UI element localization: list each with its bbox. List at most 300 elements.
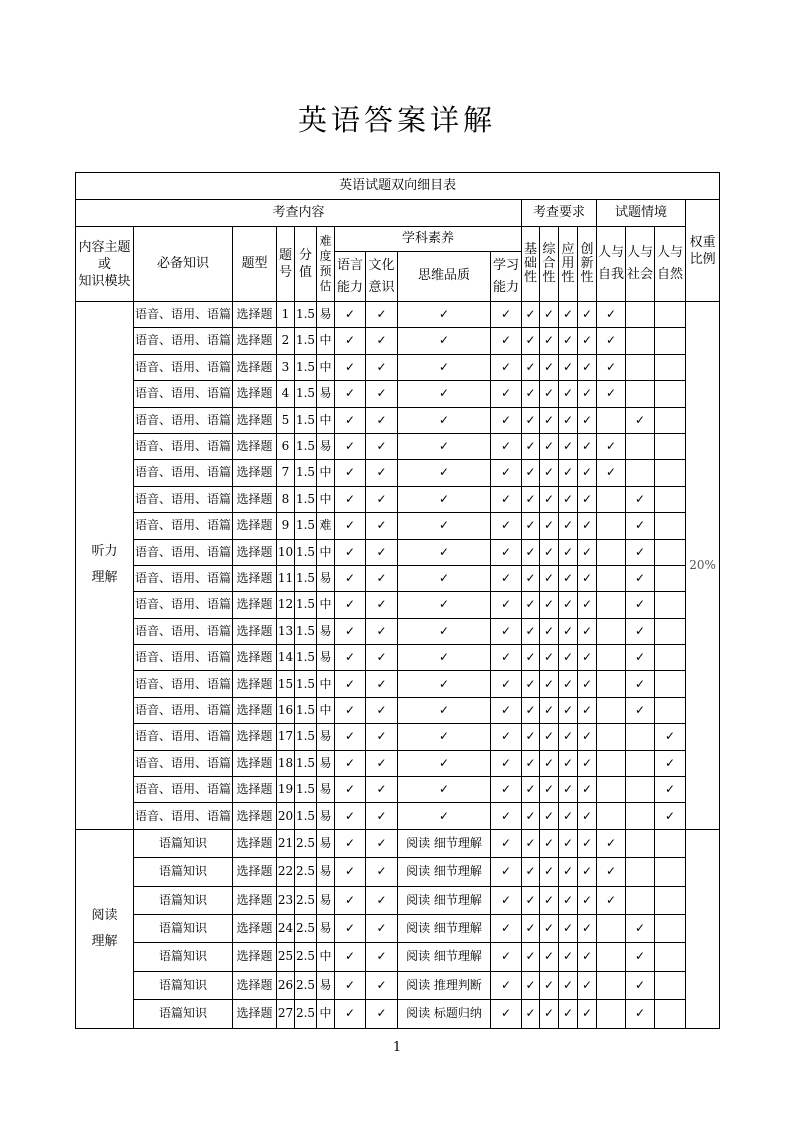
difficulty-cell: 中	[317, 354, 335, 380]
table-row	[76, 971, 720, 999]
self-situation-cell: ✓	[597, 328, 626, 354]
table-row	[76, 618, 720, 644]
society-situation-cell: ✓	[626, 971, 655, 999]
knowledge-cell: 语音、语用、语篇	[134, 433, 233, 459]
difficulty-cell: 易	[317, 914, 335, 942]
language-check: ✓	[335, 777, 366, 803]
comprehensive-check: ✓	[540, 302, 559, 328]
culture-check: ✓	[366, 671, 398, 697]
innovation-check: ✓	[578, 565, 597, 591]
nature-situation-cell	[655, 671, 686, 697]
learning-check: ✓	[491, 513, 522, 539]
society-situation-cell: ✓	[626, 486, 655, 512]
application-check: ✓	[559, 592, 578, 618]
self-situation-cell	[597, 592, 626, 618]
group-situation-header: 试题情境	[597, 200, 686, 227]
language-check: ✓	[335, 433, 366, 459]
innovation-check: ✓	[578, 645, 597, 671]
table-row	[76, 407, 720, 433]
number-cell: 4	[277, 381, 295, 407]
knowledge-cell: 语音、语用、语篇	[134, 645, 233, 671]
application-check: ✓	[559, 460, 578, 486]
basic-check: ✓	[522, 1000, 540, 1028]
society-situation-cell	[626, 750, 655, 776]
application-check: ✓	[559, 407, 578, 433]
thinking-cell: 阅读 细节理解	[398, 858, 491, 886]
knowledge-cell: 语音、语用、语篇	[134, 750, 233, 776]
score-cell: 1.5	[295, 486, 317, 512]
score-header: 分 值	[295, 227, 317, 302]
society-situation-cell	[626, 886, 655, 914]
language-check: ✓	[335, 829, 366, 857]
learning-check: ✓	[491, 858, 522, 886]
table-row	[76, 565, 720, 591]
language-check: ✓	[335, 886, 366, 914]
nature-situation-cell	[655, 302, 686, 328]
application-check: ✓	[559, 381, 578, 407]
table-row	[76, 886, 720, 914]
nature-situation-cell: ✓	[655, 777, 686, 803]
language-check: ✓	[335, 565, 366, 591]
application-check: ✓	[559, 971, 578, 999]
comprehensive-check: ✓	[540, 328, 559, 354]
thinking-cell: 阅读 标题归纳	[398, 1000, 491, 1028]
knowledge-cell: 语篇知识	[134, 886, 233, 914]
culture-check: ✓	[366, 302, 398, 328]
culture-check: ✓	[366, 354, 398, 380]
topic-cell: 听力 理解	[76, 302, 134, 830]
self-situation-cell	[597, 513, 626, 539]
table-row	[76, 858, 720, 886]
culture-check: ✓	[366, 886, 398, 914]
innovation-check: ✓	[578, 671, 597, 697]
basic-check: ✓	[522, 565, 540, 591]
type-cell: 选择题	[233, 1000, 277, 1028]
innovation-check: ✓	[578, 724, 597, 750]
score-cell: 1.5	[295, 724, 317, 750]
comprehensive-check: ✓	[540, 697, 559, 723]
thinking-cell: ✓	[398, 433, 491, 459]
society-situation-cell	[626, 724, 655, 750]
learning-check: ✓	[491, 724, 522, 750]
self-situation-cell: ✓	[597, 886, 626, 914]
self-situation-cell	[597, 777, 626, 803]
score-cell: 1.5	[295, 381, 317, 407]
self-situation-cell	[597, 1000, 626, 1028]
score-cell: 2.5	[295, 914, 317, 942]
number-cell: 21	[277, 829, 295, 857]
knowledge-cell: 语音、语用、语篇	[134, 354, 233, 380]
table-row	[76, 1000, 720, 1028]
score-cell: 1.5	[295, 777, 317, 803]
society-situation-cell	[626, 302, 655, 328]
difficulty-header: 难 度 预 估	[317, 227, 335, 302]
thinking-cell: 阅读 细节理解	[398, 914, 491, 942]
nature-situation-cell	[655, 460, 686, 486]
application-check: ✓	[559, 513, 578, 539]
self-situation-cell	[597, 971, 626, 999]
learning-check: ✓	[491, 697, 522, 723]
group-content-header: 考查内容	[76, 200, 522, 227]
culture-check: ✓	[366, 539, 398, 565]
score-cell: 1.5	[295, 803, 317, 829]
basic-check: ✓	[522, 697, 540, 723]
thinking-cell: 阅读 细节理解	[398, 829, 491, 857]
type-cell: 选择题	[233, 645, 277, 671]
number-cell: 26	[277, 971, 295, 999]
application-check: ✓	[559, 914, 578, 942]
knowledge-cell: 语音、语用、语篇	[134, 592, 233, 618]
comprehensive-check: ✓	[540, 971, 559, 999]
table-row	[76, 645, 720, 671]
culture-header: 文化 意识	[366, 252, 398, 302]
learning-check: ✓	[491, 433, 522, 459]
type-cell: 选择题	[233, 486, 277, 512]
language-check: ✓	[335, 407, 366, 433]
application-check: ✓	[559, 618, 578, 644]
language-check: ✓	[335, 592, 366, 618]
type-cell: 选择题	[233, 618, 277, 644]
nature-situation-cell: ✓	[655, 750, 686, 776]
thinking-cell: ✓	[398, 724, 491, 750]
type-cell: 选择题	[233, 592, 277, 618]
knowledge-cell: 语音、语用、语篇	[134, 697, 233, 723]
table-body	[76, 173, 720, 1029]
table-caption: 英语试题双向细目表	[76, 173, 720, 200]
score-cell: 2.5	[295, 971, 317, 999]
knowledge-cell: 语音、语用、语篇	[134, 302, 233, 328]
thinking-cell: ✓	[398, 592, 491, 618]
type-cell: 选择题	[233, 539, 277, 565]
table-row	[76, 724, 720, 750]
number-cell: 25	[277, 943, 295, 971]
learning-check: ✓	[491, 302, 522, 328]
culture-check: ✓	[366, 407, 398, 433]
difficulty-cell: 易	[317, 724, 335, 750]
innovation-check: ✓	[578, 302, 597, 328]
comprehensive-check: ✓	[540, 724, 559, 750]
difficulty-cell: 易	[317, 381, 335, 407]
basic-check: ✓	[522, 914, 540, 942]
society-situation-cell	[626, 858, 655, 886]
society-situation-cell	[626, 829, 655, 857]
score-cell: 2.5	[295, 829, 317, 857]
society-situation-cell: ✓	[626, 943, 655, 971]
innovation-check: ✓	[578, 971, 597, 999]
language-check: ✓	[335, 381, 366, 407]
innovation-check: ✓	[578, 914, 597, 942]
score-cell: 1.5	[295, 539, 317, 565]
language-check: ✓	[335, 618, 366, 644]
nature-situation-cell	[655, 943, 686, 971]
type-cell: 选择题	[233, 724, 277, 750]
innovation-check: ✓	[578, 777, 597, 803]
society-situation-cell: ✓	[626, 671, 655, 697]
self-situation-cell	[597, 803, 626, 829]
basic-check: ✓	[522, 328, 540, 354]
number-cell: 27	[277, 1000, 295, 1028]
comprehensive-check: ✓	[540, 513, 559, 539]
application-check: ✓	[559, 943, 578, 971]
thinking-cell: ✓	[398, 777, 491, 803]
application-check: ✓	[559, 829, 578, 857]
table-row	[76, 803, 720, 829]
score-cell: 1.5	[295, 618, 317, 644]
knowledge-cell: 语音、语用、语篇	[134, 724, 233, 750]
application-check: ✓	[559, 803, 578, 829]
language-check: ✓	[335, 750, 366, 776]
number-cell: 24	[277, 914, 295, 942]
culture-check: ✓	[366, 1000, 398, 1028]
knowledge-cell: 语音、语用、语篇	[134, 539, 233, 565]
difficulty-cell: 易	[317, 858, 335, 886]
type-cell: 选择题	[233, 460, 277, 486]
difficulty-cell: 易	[317, 302, 335, 328]
learning-check: ✓	[491, 539, 522, 565]
type-cell: 选择题	[233, 328, 277, 354]
type-cell: 选择题	[233, 886, 277, 914]
application-check: ✓	[559, 671, 578, 697]
knowledge-cell: 语篇知识	[134, 1000, 233, 1028]
difficulty-cell: 中	[317, 1000, 335, 1028]
nature-situation-cell	[655, 328, 686, 354]
application-check: ✓	[559, 328, 578, 354]
knowledge-cell: 语音、语用、语篇	[134, 407, 233, 433]
application-check: ✓	[559, 777, 578, 803]
culture-check: ✓	[366, 513, 398, 539]
society-situation-cell: ✓	[626, 618, 655, 644]
score-cell: 1.5	[295, 354, 317, 380]
language-check: ✓	[335, 1000, 366, 1028]
thinking-cell: ✓	[398, 803, 491, 829]
type-cell: 选择题	[233, 354, 277, 380]
knowledge-cell: 语篇知识	[134, 971, 233, 999]
comprehensive-check: ✓	[540, 671, 559, 697]
society-header: 人与 社会	[626, 227, 655, 302]
type-cell: 选择题	[233, 565, 277, 591]
basic-check: ✓	[522, 354, 540, 380]
culture-check: ✓	[366, 750, 398, 776]
score-cell: 1.5	[295, 513, 317, 539]
nature-situation-cell	[655, 539, 686, 565]
type-cell: 选择题	[233, 971, 277, 999]
type-cell: 选择题	[233, 407, 277, 433]
number-cell: 11	[277, 565, 295, 591]
comprehensive-check: ✓	[540, 539, 559, 565]
self-situation-cell	[597, 914, 626, 942]
innovation-check: ✓	[578, 886, 597, 914]
number-cell: 19	[277, 777, 295, 803]
society-situation-cell	[626, 460, 655, 486]
learning-check: ✓	[491, 914, 522, 942]
nature-situation-cell	[655, 645, 686, 671]
language-check: ✓	[335, 328, 366, 354]
thinking-cell: ✓	[398, 565, 491, 591]
basic-check: ✓	[522, 671, 540, 697]
nature-situation-cell	[655, 971, 686, 999]
number-header: 题 号	[277, 227, 295, 302]
knowledge-cell: 语篇知识	[134, 943, 233, 971]
culture-check: ✓	[366, 328, 398, 354]
innovation-check: ✓	[578, 592, 597, 618]
comprehensive-check: ✓	[540, 829, 559, 857]
comprehensive-check: ✓	[540, 565, 559, 591]
table-row	[76, 354, 720, 380]
thinking-cell: ✓	[398, 302, 491, 328]
caption-row	[76, 173, 720, 200]
type-cell: 选择题	[233, 513, 277, 539]
comprehensive-check: ✓	[540, 886, 559, 914]
basic-check: ✓	[522, 803, 540, 829]
knowledge-header: 必备知识	[134, 227, 233, 302]
thinking-cell: ✓	[398, 671, 491, 697]
nature-situation-cell	[655, 914, 686, 942]
score-cell: 2.5	[295, 858, 317, 886]
two-way-spec-table	[75, 172, 720, 1029]
table-row	[76, 433, 720, 459]
application-check: ✓	[559, 697, 578, 723]
comprehensive-check: ✓	[540, 618, 559, 644]
knowledge-cell: 语音、语用、语篇	[134, 565, 233, 591]
basic-check: ✓	[522, 539, 540, 565]
number-cell: 17	[277, 724, 295, 750]
basic-check: ✓	[522, 971, 540, 999]
thinking-cell: ✓	[398, 328, 491, 354]
number-cell: 18	[277, 750, 295, 776]
difficulty-cell: 中	[317, 671, 335, 697]
knowledge-cell: 语音、语用、语篇	[134, 460, 233, 486]
topic-cell: 阅读 理解	[76, 829, 134, 1028]
topic-header: 内容主题 或 知识模块	[76, 227, 134, 302]
self-situation-cell	[597, 645, 626, 671]
table-row	[76, 328, 720, 354]
thinking-cell: ✓	[398, 645, 491, 671]
score-cell: 1.5	[295, 671, 317, 697]
innovation-check: ✓	[578, 803, 597, 829]
application-check: ✓	[559, 724, 578, 750]
table-row	[76, 381, 720, 407]
table-row	[76, 302, 720, 328]
language-check: ✓	[335, 671, 366, 697]
type-cell: 选择题	[233, 914, 277, 942]
number-cell: 12	[277, 592, 295, 618]
number-cell: 6	[277, 433, 295, 459]
knowledge-cell: 语音、语用、语篇	[134, 486, 233, 512]
comprehensive-check: ✓	[540, 381, 559, 407]
culture-check: ✓	[366, 829, 398, 857]
society-situation-cell	[626, 354, 655, 380]
language-check: ✓	[335, 943, 366, 971]
difficulty-cell: 中	[317, 486, 335, 512]
society-situation-cell: ✓	[626, 539, 655, 565]
basic-check: ✓	[522, 433, 540, 459]
table-row	[76, 539, 720, 565]
type-cell: 选择题	[233, 671, 277, 697]
basic-check: ✓	[522, 886, 540, 914]
knowledge-cell: 语音、语用、语篇	[134, 671, 233, 697]
table-row	[76, 750, 720, 776]
table-row	[76, 513, 720, 539]
score-cell: 1.5	[295, 460, 317, 486]
comprehensive-check: ✓	[540, 486, 559, 512]
comprehensive-check: ✓	[540, 858, 559, 886]
innovation-check: ✓	[578, 486, 597, 512]
society-situation-cell	[626, 381, 655, 407]
score-cell: 1.5	[295, 328, 317, 354]
innovation-check: ✓	[578, 618, 597, 644]
nature-situation-cell	[655, 381, 686, 407]
table-row	[76, 829, 720, 857]
comprehensive-check: ✓	[540, 1000, 559, 1028]
innovation-check: ✓	[578, 460, 597, 486]
learning-check: ✓	[491, 803, 522, 829]
culture-check: ✓	[366, 645, 398, 671]
table-row	[76, 460, 720, 486]
learning-check: ✓	[491, 1000, 522, 1028]
society-situation-cell: ✓	[626, 1000, 655, 1028]
innovation-check: ✓	[578, 943, 597, 971]
learning-check: ✓	[491, 407, 522, 433]
column-header-row-1	[76, 227, 720, 252]
score-cell: 2.5	[295, 1000, 317, 1028]
table-row	[76, 914, 720, 942]
score-cell: 1.5	[295, 302, 317, 328]
self-situation-cell	[597, 724, 626, 750]
culture-check: ✓	[366, 592, 398, 618]
knowledge-cell: 语音、语用、语篇	[134, 328, 233, 354]
society-situation-cell: ✓	[626, 407, 655, 433]
language-check: ✓	[335, 724, 366, 750]
learning-check: ✓	[491, 486, 522, 512]
difficulty-cell: 易	[317, 565, 335, 591]
nature-situation-cell	[655, 513, 686, 539]
learning-check: ✓	[491, 971, 522, 999]
learning-check: ✓	[491, 460, 522, 486]
basic-check: ✓	[522, 618, 540, 644]
thinking-cell: ✓	[398, 697, 491, 723]
innovation-check: ✓	[578, 829, 597, 857]
comprehensive-check: ✓	[540, 914, 559, 942]
score-cell: 1.5	[295, 433, 317, 459]
table-row	[76, 697, 720, 723]
type-cell: 选择题	[233, 943, 277, 971]
score-cell: 1.5	[295, 645, 317, 671]
score-cell: 1.5	[295, 565, 317, 591]
language-check: ✓	[335, 486, 366, 512]
society-situation-cell	[626, 328, 655, 354]
score-cell: 2.5	[295, 943, 317, 971]
type-cell: 选择题	[233, 302, 277, 328]
table-row	[76, 592, 720, 618]
thinking-cell: ✓	[398, 513, 491, 539]
basic-check: ✓	[522, 407, 540, 433]
self-situation-cell: ✓	[597, 460, 626, 486]
thinking-header: 思维品质	[398, 252, 491, 302]
culture-check: ✓	[366, 803, 398, 829]
application-check: ✓	[559, 565, 578, 591]
application-check: ✓	[559, 886, 578, 914]
language-check: ✓	[335, 914, 366, 942]
language-check: ✓	[335, 697, 366, 723]
difficulty-cell: 易	[317, 433, 335, 459]
comprehensive-check: ✓	[540, 777, 559, 803]
difficulty-cell: 易	[317, 886, 335, 914]
application-check: ✓	[559, 486, 578, 512]
application-check: ✓	[559, 1000, 578, 1028]
difficulty-cell: 易	[317, 750, 335, 776]
number-cell: 15	[277, 671, 295, 697]
learning-check: ✓	[491, 886, 522, 914]
